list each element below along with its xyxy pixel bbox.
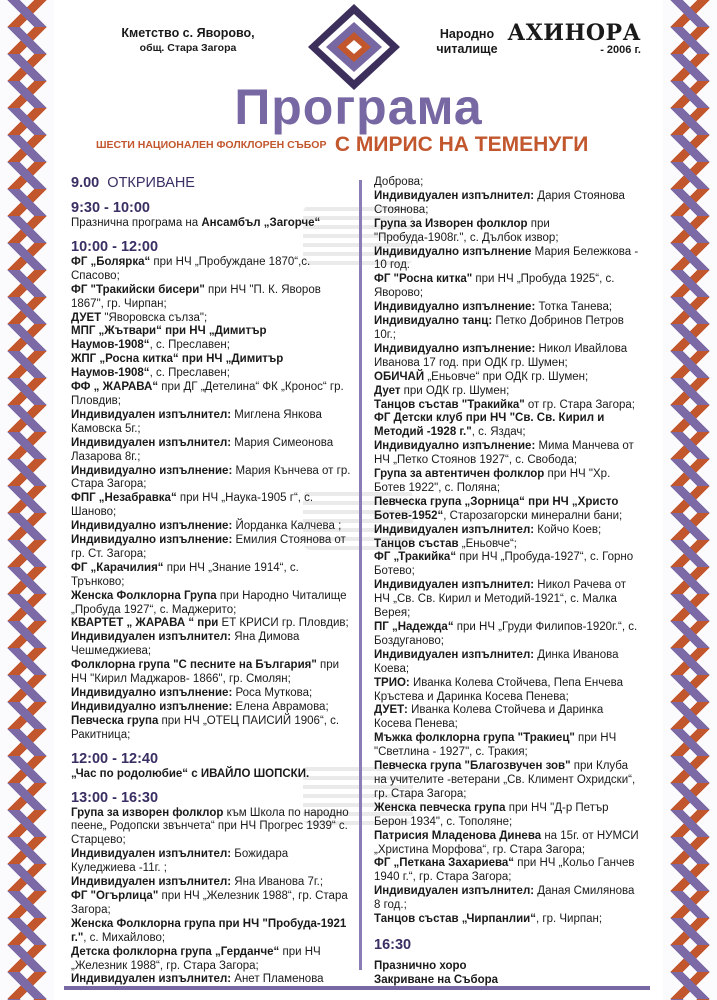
item-text: „Еньовче“; <box>458 537 518 550</box>
left-ornament-border <box>0 0 54 1000</box>
item-text: при НЧ „Пробуда-1927“, с. Горно Ботево; <box>374 551 634 578</box>
item-text: при НЧ „Груди Филипов-1920г.“, с. Боздуганово; <box>374 621 638 647</box>
item-title: ФГ „Тракийка“ <box>374 551 457 564</box>
item-text: , гр. Чирпан; <box>536 913 603 926</box>
program-item <box>374 190 642 218</box>
municipality-region: общ. Стара Загора <box>139 42 237 54</box>
program-item <box>374 885 642 913</box>
community-center-line1: Народно <box>439 27 495 41</box>
festival-slogan: С МИРИС НА ТЕМЕНУГИ <box>334 133 589 156</box>
community-center-label <box>425 27 509 57</box>
item-text: при ОДК гр. Шумен; <box>400 384 510 397</box>
item-text: Мария Бележкова - 10 год. <box>374 245 639 272</box>
program-item <box>71 284 351 312</box>
item-text: към Школа по народно пеене„ Родопски звънчета“ при НЧ Прогрес 1939“ с. Старцево; <box>71 806 349 847</box>
item-title: ФГ „Петкана Захариева“ <box>374 857 515 870</box>
item-text: при НЧ "Д-р Петър Берон 1934", с. Тополяне; <box>374 801 609 828</box>
item-title: ОБИЧАЙ <box>374 370 425 383</box>
item-title: Индивидуален изпълнител: <box>374 189 535 202</box>
program-item <box>71 946 351 974</box>
item-title: Група за изворен фолклор <box>71 806 224 819</box>
brand-block <box>506 20 641 56</box>
item-text: Мария Кънчева от гр. Стара Загора; <box>71 464 351 491</box>
item-title: ФФ „ ЖАРАВА“ <box>71 381 159 394</box>
item-text: при НЧ „Знание 1914“, с. Трънково; <box>71 561 299 588</box>
item-title: Патрисия Младенова Динева <box>374 829 542 842</box>
program-item <box>374 649 642 677</box>
item-text: Миглена Янкова Камовска 5г.; <box>71 408 322 435</box>
program-item <box>374 246 642 274</box>
municipality-name: Кметство с. Яворово, <box>121 26 255 40</box>
program-item <box>71 217 351 231</box>
opening-row <box>71 174 351 192</box>
item-title: ФПГ „Незабравка“ <box>71 492 177 505</box>
item-text: на 15г. от НУМСИ „Христина Морфова“, гр. Стара Загора; <box>374 829 639 856</box>
program-item <box>71 768 351 782</box>
program-item <box>71 492 351 520</box>
program-item <box>374 468 642 496</box>
program-item <box>374 802 642 830</box>
item-title: Индивидуален изпълнител: <box>374 523 535 536</box>
item-title: Певческа група "Благозвучен зов" <box>374 760 571 773</box>
item-title: ФГ „Карачилия“ <box>71 561 164 574</box>
item-text: при НЧ „Пробуждане 1870“,с. Спасово; <box>71 255 311 282</box>
section-items <box>71 256 351 743</box>
item-title: ФГ Детски клуб при НЧ "Св. Св. Кирил и Методий -1928 г." <box>374 412 605 439</box>
page-title: Програма <box>234 79 483 135</box>
item-text: , с. Яздач; <box>471 426 526 439</box>
festival-name: ШЕСТИ НАЦИОНАЛЕН ФОЛКЛОРЕН СЪБОР <box>96 139 327 151</box>
section-time: 13:00 - 16:30 <box>71 789 159 806</box>
section-time: 10:00 - 12:00 <box>71 238 159 255</box>
program-item <box>71 409 351 437</box>
item-title: Група за автентичен фолклор <box>374 468 545 481</box>
program-item <box>374 440 642 468</box>
program-item <box>374 760 642 802</box>
item-text: Петко Добринов Петров 10г.; <box>374 315 624 341</box>
column-divider <box>359 180 362 970</box>
item-text: „Еньовче“ при ОДК гр. Шумен; <box>424 370 589 383</box>
item-title: Индивидуален изпълнител: <box>71 436 232 449</box>
brand-year: - 2006 г. <box>600 44 641 56</box>
program-item <box>71 562 351 590</box>
item-text: при НЧ „Наука-1905 г“, с. Шаново; <box>71 492 314 519</box>
closing-time: 16:30 <box>374 936 412 953</box>
program-item <box>71 701 351 715</box>
program-item <box>374 343 642 371</box>
program-item <box>71 659 351 687</box>
item-text: Яна Иванова 7г.; <box>231 876 324 889</box>
item-title: Женска певческа група <box>374 801 506 814</box>
program-item <box>71 631 351 659</box>
item-text: Никол Рачева от НЧ „Св. Св. Кирил и Методий-1921“, с. Малка Верея; <box>374 579 627 620</box>
program-item <box>374 301 642 315</box>
closing-dance: Празнично хоро <box>374 959 467 972</box>
item-text: Празнична програма на <box>71 217 202 229</box>
item-title: ПГ „Надежда“ <box>374 621 454 633</box>
item-text: Яна Димова Чешмеджиева; <box>71 631 300 658</box>
program-item <box>374 218 642 246</box>
program-item <box>374 830 642 858</box>
section-items <box>374 176 642 927</box>
item-title: ФГ "Росна китка" <box>374 273 473 286</box>
program-item <box>71 353 351 381</box>
brand-name: АХИНОРА <box>507 20 641 46</box>
item-text: при НЧ "Кирил Маджаров- 1866", гр. Смолян; <box>71 659 340 686</box>
item-title: Индивидуално изпълнение: <box>71 700 233 713</box>
program-item <box>71 848 351 876</box>
item-text: Роса Муткова; <box>232 687 313 699</box>
program-item <box>374 677 642 705</box>
item-title: ДУЕТ <box>71 311 102 324</box>
item-title: Индивидуален изпълнител: <box>374 885 535 898</box>
program-item <box>71 381 351 409</box>
item-title: Индивидуален изпълнител: <box>374 579 535 592</box>
program-item <box>374 176 642 190</box>
item-text: , с. Преславен; <box>149 339 230 352</box>
item-text: Иванка Колева Стойчева и Даринка Косева Пенева; <box>374 704 604 731</box>
item-text: Даная Смилянова 8 год.; <box>374 885 635 912</box>
item-text: Божидара Куледжиева -11г. ; <box>71 848 289 875</box>
program-item <box>374 273 642 301</box>
item-title: Танцов състав "Тракийка" <box>374 398 525 411</box>
program-item <box>71 520 351 534</box>
municipality-header <box>86 26 290 56</box>
item-text: при НЧ "Хр. Ботев 1922", с. Поляна; <box>374 468 611 494</box>
item-title: Група за Изворен фолклор <box>374 217 528 230</box>
item-text: при НЧ „ОТЕЦ ПАИСИЙ 1906“, с. Ракитница; <box>71 714 340 741</box>
item-text: при НЧ „Кольо Ганчев 1940 г.“, гр. Стара Загора; <box>374 857 635 884</box>
program-right-column <box>374 176 642 988</box>
item-text: при Клуба на учителите -ветерани „Св. Климент Охридски“, гр. Стара Загора; <box>374 760 636 800</box>
program-item <box>71 256 351 284</box>
item-text: при НЧ "Светлина - 1927", с. Тракия; <box>374 732 617 759</box>
program-item <box>71 617 351 631</box>
item-text: при "Пробуда-1908г.", с. Дълбок извор; <box>374 217 559 244</box>
item-text: Доброва; <box>374 176 424 188</box>
item-title: Детска фолклорна група „Герданче“ <box>71 945 280 958</box>
program-item <box>71 687 351 701</box>
item-text: , с. Преславен; <box>149 367 230 380</box>
item-title: ФГ „Болярка“ <box>71 255 151 268</box>
section-time: 9:30 - 10:00 <box>71 200 150 216</box>
program-item <box>71 715 351 743</box>
program-item <box>374 579 642 621</box>
item-text: при Народно Читалище „Пробуда 1927“, с. Маджерито; <box>71 589 347 616</box>
program-item <box>71 807 351 849</box>
item-title: Индивидуално изпълнение: <box>374 301 536 314</box>
item-text: от гр. Стара Загора; <box>524 398 635 411</box>
program-item <box>374 551 642 579</box>
item-title: Ансамбъл „Загорче“ <box>201 217 321 229</box>
program-item <box>71 890 351 918</box>
item-text: Йорданка Калчева ; <box>232 520 342 533</box>
program-item <box>374 732 642 760</box>
program-item <box>374 385 642 399</box>
section-items <box>71 807 351 988</box>
item-title: Танцов състав <box>374 537 459 550</box>
program-item <box>374 496 642 524</box>
item-text: Койчо Коев; <box>534 523 602 536</box>
item-text: "Яворовска сълза"; <box>101 311 208 324</box>
item-title: Индивидуален изпълнител: <box>71 408 232 421</box>
item-title: „Час по родолюбие“ с ИВАЙЛО ШОПСКИ. <box>71 767 310 780</box>
bottom-rule <box>64 986 650 990</box>
item-title: ФГ "Огърлица" <box>71 889 159 902</box>
closing-ceremony: Закриване на Събора <box>374 973 499 986</box>
item-title: Дует <box>374 384 401 397</box>
program-item <box>374 621 642 649</box>
item-title: Индивидуално изпълнение: <box>374 342 536 355</box>
item-title: Индивидуално изпълнение: <box>71 520 233 533</box>
program-item <box>374 538 642 552</box>
item-text: ЕТ КРИСИ гр. Пловдив; <box>218 617 349 630</box>
item-title: Певческа група <box>71 714 159 727</box>
program-item <box>374 399 642 413</box>
item-title: Индивидуално изпълнение: <box>71 534 233 547</box>
item-title: Певческа група „Зорница“ при НЧ „Христо Ботев-1952“ <box>374 495 619 522</box>
item-title: Индивидуален изпълнител: <box>71 973 232 986</box>
program-item <box>71 437 351 465</box>
item-text: при НЧ „Железник 1988“, гр. Стара Загора; <box>71 945 321 972</box>
item-title: Индивидуално изпълнение: <box>71 687 233 699</box>
item-title: Индивидуален изпълнител: <box>71 631 232 644</box>
item-title: Индивидуално изпълнение <box>374 245 532 258</box>
item-title: Индивидуален изпълнител: <box>71 848 232 861</box>
item-title: ТРИО: <box>374 676 410 689</box>
program-item <box>71 534 351 562</box>
program-item <box>71 312 351 326</box>
item-text: , с. Михайлово; <box>83 931 166 944</box>
item-text: Емилия Стоянова от гр. Ст. Загора; <box>71 534 346 560</box>
item-text: Иванка Колева Стойчева, Пепа Енчева Кръстева и Даринка Косева Пенева; <box>374 676 624 703</box>
program-item <box>71 918 351 946</box>
festival-subtitle <box>96 133 636 163</box>
item-title: Фолклорна група "С песните на България" <box>71 659 317 672</box>
item-title: Женска Фолклорна група при НЧ "Пробуда-1921 г." <box>71 917 347 944</box>
item-title: КВАРТЕТ „ ЖАРАВА “ при <box>71 617 219 630</box>
item-text: Динка Иванова Коева; <box>374 648 619 675</box>
item-text: Анет Пламенова <box>231 973 324 986</box>
program-item <box>374 857 642 885</box>
item-title: ДУЕТ: <box>374 704 408 717</box>
item-title: Индивидуално изпълнение: <box>374 440 536 453</box>
right-ornament-border <box>663 0 717 1000</box>
item-text: Дария Стоянова Стоянова; <box>374 189 625 216</box>
program-item <box>71 465 351 493</box>
program-item <box>71 876 351 890</box>
item-text: , Старозагорски минерални бани; <box>443 509 623 522</box>
item-title: Индивидуално изпълнение: <box>71 464 233 477</box>
program-item <box>374 315 642 343</box>
item-title: Женска Фолклорна Група <box>71 589 217 602</box>
program-item <box>71 325 351 353</box>
item-title: ФГ "Тракийски бисери" <box>71 283 205 296</box>
item-text: Мария Симеонова Лазарова 8г.; <box>71 436 334 463</box>
item-title: ЖПГ „Росна китка“ при НЧ „Димитър Наумов-1908“ <box>71 353 284 380</box>
item-title: Индивидуален изпълнител: <box>374 648 535 661</box>
item-text: при ДГ „Детелина“ ФК „Кронос“ гр. Пловдив; <box>71 381 344 407</box>
program-item <box>374 412 642 440</box>
program-left-column <box>71 174 351 987</box>
item-title: МПГ „Жътвари“ при НЧ „Димитър Наумов-1908“ <box>71 325 267 352</box>
item-title: Мъжка фолклорна група "Тракиец" <box>374 732 575 745</box>
program-item <box>374 371 642 385</box>
community-center-line2: читалище <box>436 42 498 56</box>
section-time: 12:00 - 12:40 <box>71 750 159 767</box>
item-title: Индивидуален изпълнител: <box>71 876 232 889</box>
item-text: Никол Ивайлова Иванова 17 год. при ОДК гр. Шумен; <box>374 342 628 369</box>
item-text: при НЧ „Железник 1988“, гр. Стара Загора; <box>71 889 348 916</box>
item-title: Индивидуално танц: <box>374 315 493 328</box>
item-text: Елена Аврамова; <box>232 700 329 713</box>
program-item <box>374 524 642 538</box>
program-item <box>374 704 642 732</box>
item-text: при НЧ "П. К. Яворов 1867", гр. Чирпан; <box>71 283 321 310</box>
program-item <box>71 590 351 618</box>
item-text: при НЧ „Пробуда 1925“, с. Яворово; <box>374 273 615 300</box>
program-item <box>374 913 642 927</box>
item-text: Мима Манчева от НЧ „Петко Стоянов 1927“, с. Свобода; <box>374 440 634 467</box>
opening-time: 9.00 <box>71 175 100 191</box>
item-text: Тотка Танева; <box>535 301 613 314</box>
item-title: Танцов състав „Чирпанлии“ <box>374 913 536 926</box>
opening-label: ОТКРИВАНЕ <box>107 175 195 191</box>
